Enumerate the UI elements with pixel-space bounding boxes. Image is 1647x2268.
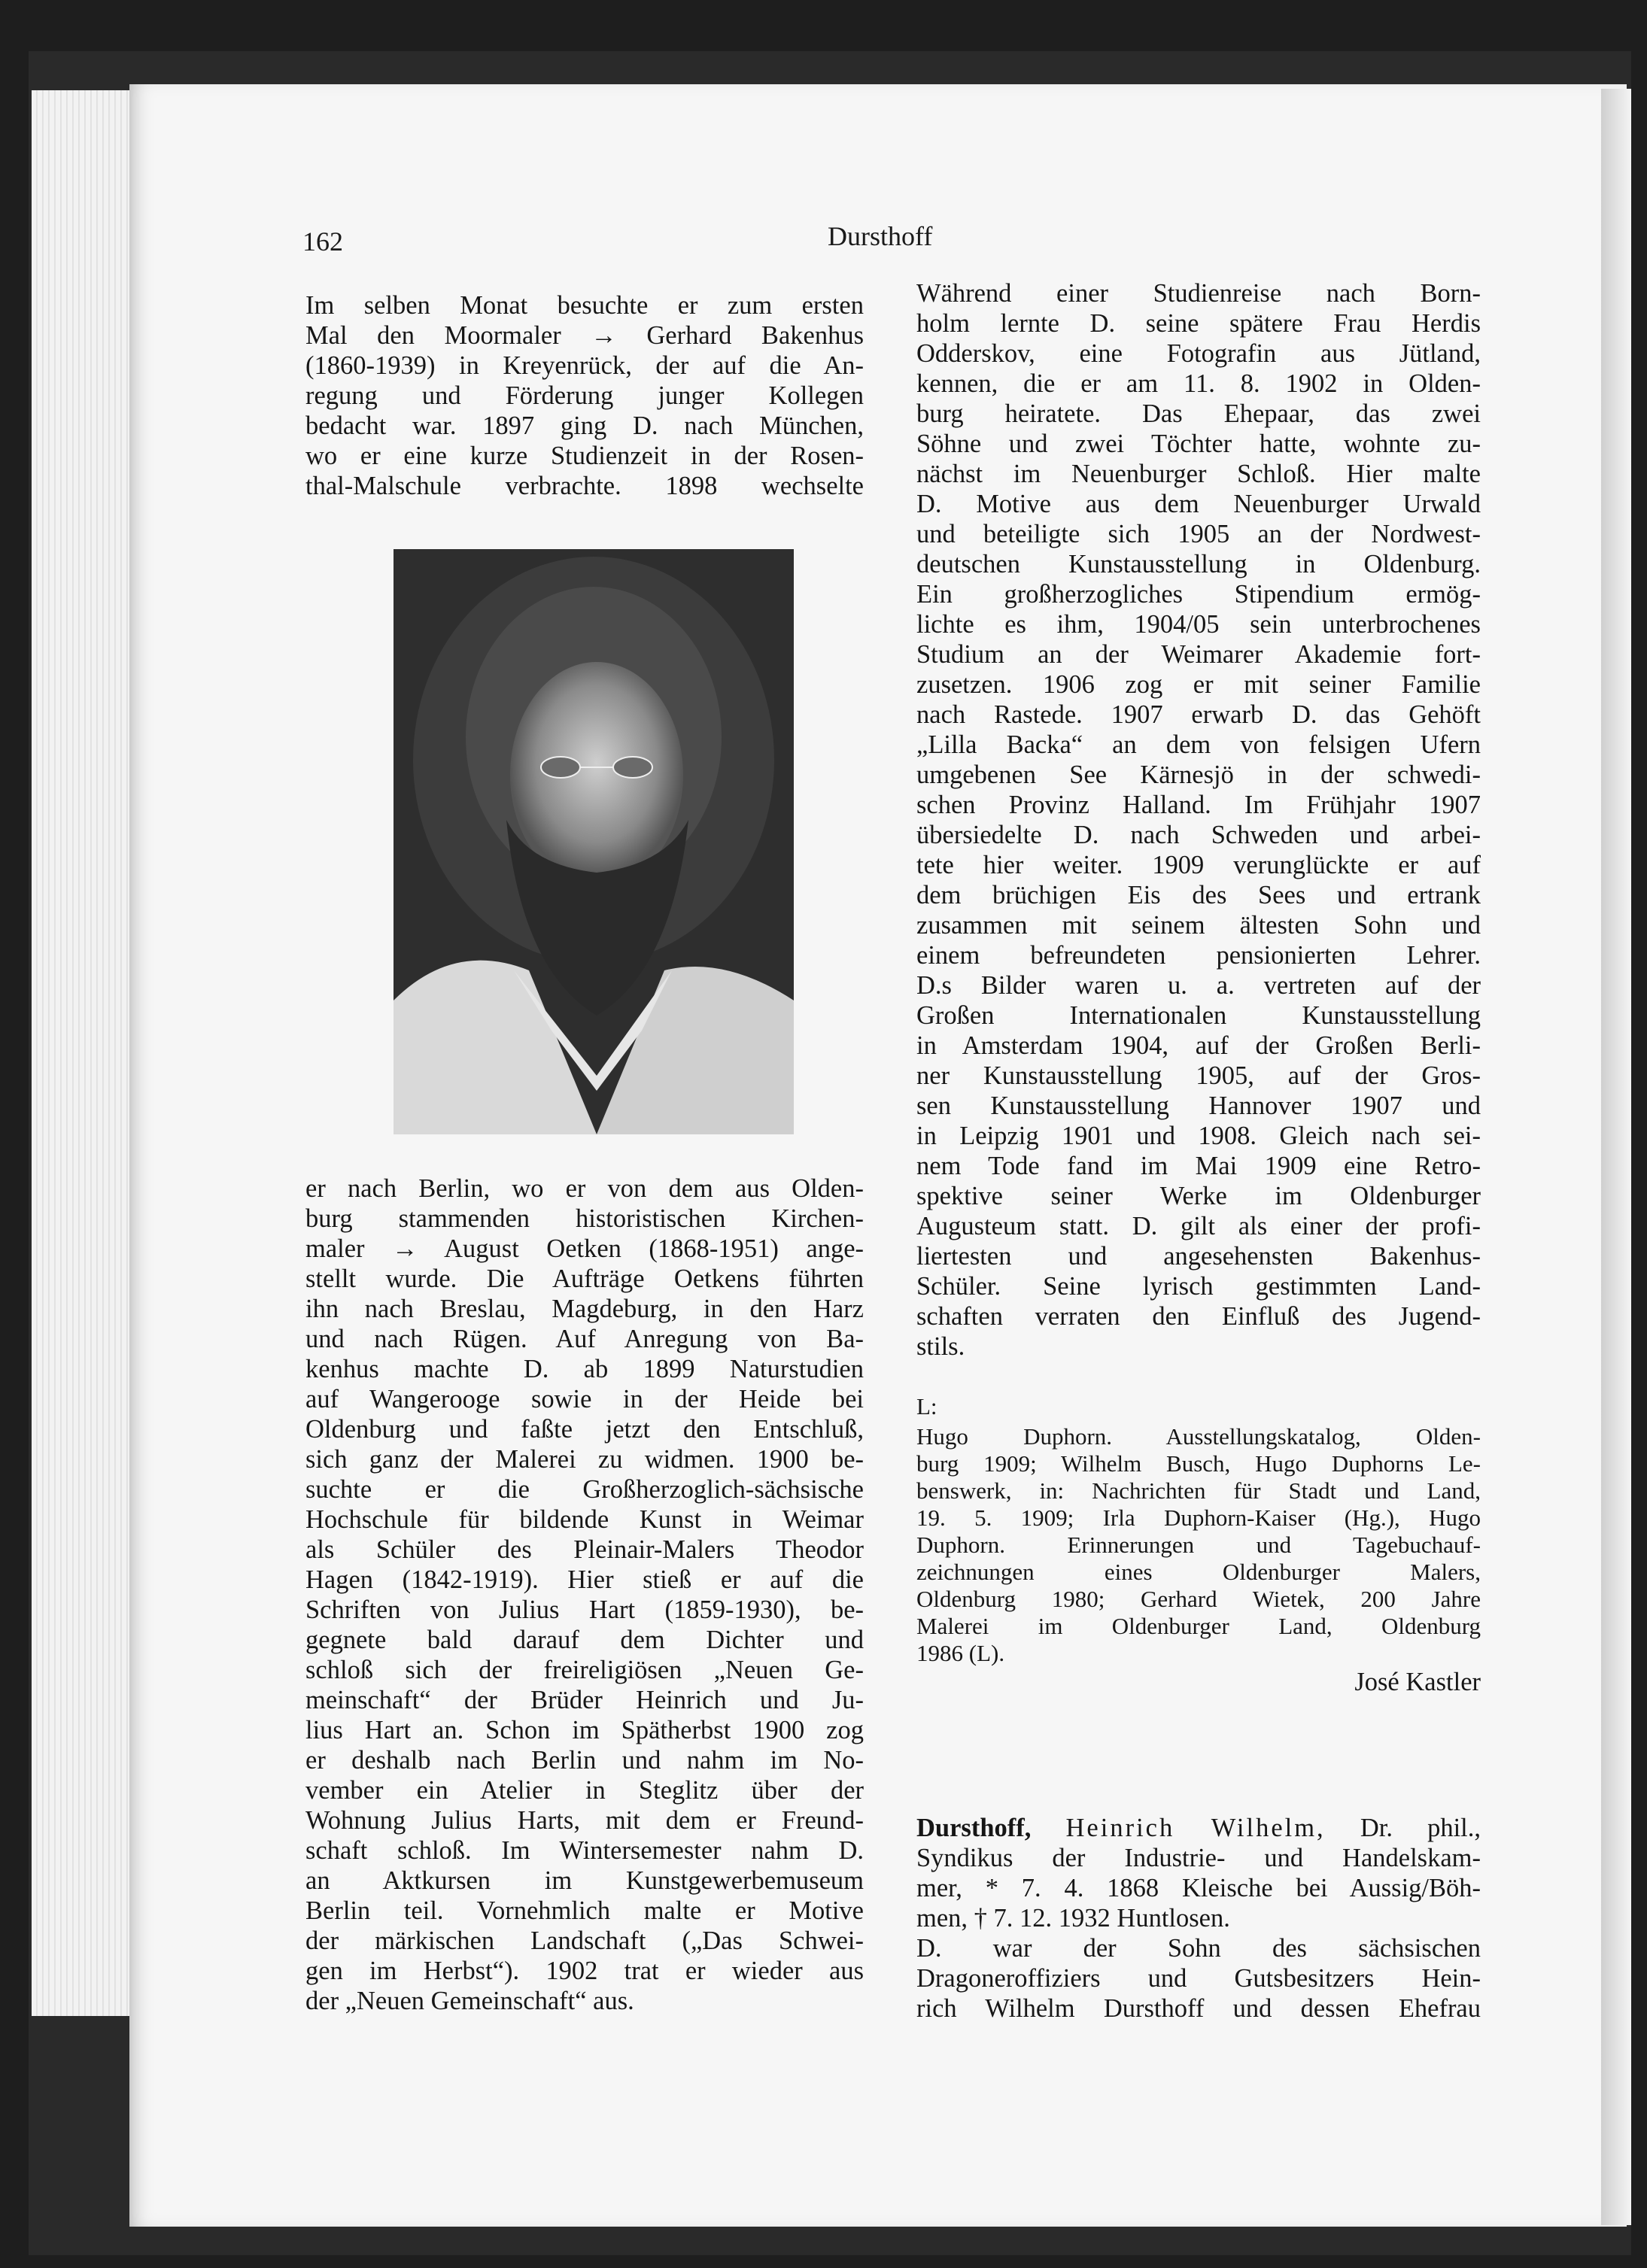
text-line: schen Provinz Halland. Im Frühjahr 1907 — [916, 791, 1481, 819]
text-line: Dragoneroffiziers und Gutsbesitzers Hein- — [916, 1964, 1481, 1993]
literature-label: L: — [916, 1393, 937, 1419]
text-line: lichte es ihm, 1904/05 sein unterbrochenes — [916, 610, 1481, 639]
text-line: der märkischen Landschaft („Das Schwei- — [305, 1926, 864, 1955]
text-line: der „Neuen Gemeinschaft“ aus. — [305, 1987, 634, 2015]
literature-line: benswerk, in: Nachrichten für Stadt und Land, — [916, 1477, 1481, 1504]
text-line: spektive seiner Werke im Oldenburger — [916, 1182, 1481, 1210]
text-line: gegnete bald darauf dem Dichter und — [305, 1626, 864, 1654]
page-number: 162 — [302, 226, 343, 257]
text-line: Augusteum statt. D. gilt als einer der profi- — [916, 1212, 1481, 1240]
next-page-edge — [1601, 89, 1631, 2225]
text-line: Wohnung Julius Harts, mit dem er Freund- — [305, 1806, 864, 1835]
text-line: nächst im Neuenburger Schloß. Hier malte — [916, 460, 1481, 488]
text-line: schloß sich der freireligiösen „Neuen Ge- — [305, 1656, 864, 1684]
text-line: Ein großherzogliches Stipendium ermög- — [916, 580, 1481, 609]
text-line: schaften verraten den Einfluß des Jugend- — [916, 1302, 1481, 1331]
text-line: Syndikus der Industrie- und Handelskam- — [916, 1844, 1481, 1872]
text-line: Im selben Monat besuchte er zum ersten — [305, 291, 864, 320]
text-line: ihn nach Breslau, Magdeburg, in den Harz — [305, 1295, 864, 1323]
text-line: thal-Malschule verbrachte. 1898 wechselte — [305, 472, 864, 500]
literature-line: Hugo Duphorn. Ausstellungskatalog, Olden- — [916, 1423, 1481, 1450]
text-line: sen Kunstausstellung Hannover 1907 und — [916, 1091, 1481, 1120]
literature-line: Duphorn. Erinnerungen und Tagebuchauf- — [916, 1532, 1481, 1558]
text-line: Hagen (1842-1919). Hier stieß er auf die — [305, 1565, 864, 1594]
text-line: men, † 7. 12. 1932 Huntlosen. — [916, 1904, 1230, 1933]
text-line: übersiedelte D. nach Schweden und arbei- — [916, 821, 1481, 849]
literature-line: Malerei im Oldenburger Land, Oldenburg — [916, 1613, 1481, 1639]
text-line: holm lernte D. seine spätere Frau Herdis — [916, 309, 1481, 338]
literature-line: 1986 (L). — [916, 1640, 1005, 1666]
text-line: Studium an der Weimarer Akademie fort- — [916, 640, 1481, 669]
text-line: (1860-1939) in Kreyenrück, der auf die An- — [305, 351, 864, 380]
portrait-drawing — [394, 549, 794, 1134]
text-line: kennen, die er am 11. 8. 1902 in Olden- — [916, 369, 1481, 398]
literature-line: zeichnungen eines Oldenburger Malers, — [916, 1559, 1481, 1585]
text-line: stellt wurde. Die Aufträge Oetkens führten — [305, 1265, 864, 1293]
text-line: Während einer Studienreise nach Born- — [916, 279, 1481, 308]
text-line: umgebenen See Kärnesjö in der schwedi- — [916, 761, 1481, 789]
text-line: meinschaft“ der Brüder Heinrich und Ju- — [305, 1686, 864, 1714]
literature-line: burg 1909; Wilhelm Busch, Hugo Duphorns Le- — [916, 1450, 1481, 1477]
text-line: zusetzen. 1906 zog er mit seiner Familie — [916, 670, 1481, 699]
running-head: Dursthoff — [828, 221, 933, 251]
text-line: wo er eine kurze Studienzeit in der Rosen- — [305, 442, 864, 470]
text-line: schaft schloß. Im Wintersemester nahm D. — [305, 1836, 864, 1865]
text-line: D. war der Sohn des sächsischen — [916, 1934, 1481, 1963]
text-line: tete hier weiter. 1909 verunglückte er auf — [916, 851, 1481, 879]
text-line: „Lilla Backa“ an dem von felsigen Ufern — [916, 730, 1481, 759]
text-line: stils. — [916, 1332, 965, 1361]
entry-title: Dr. phil., — [1360, 1814, 1481, 1842]
text-line: ner Kunstausstellung 1905, auf der Gros- — [916, 1061, 1481, 1090]
text-line: mer, * 7. 4. 1868 Kleische bei Aussig/Böh- — [916, 1874, 1481, 1902]
text-line: er deshalb nach Berlin und nahm im No- — [305, 1746, 864, 1775]
text-line: und nach Rügen. Auf Anregung von Ba- — [305, 1325, 864, 1353]
text-line: kenhus machte D. ab 1899 Naturstudien — [305, 1355, 864, 1383]
literature-line: 19. 5. 1909; Irla Duphorn-Kaiser (Hg.), Hugo — [916, 1504, 1481, 1531]
entry-heading — [916, 1813, 1481, 1843]
text-line: und beteiligte sich 1905 an der Nordwest- — [916, 520, 1481, 548]
text-line: nem Tode fand im Mai 1909 eine Retro- — [916, 1152, 1481, 1180]
text-line: als Schüler des Pleinair-Malers Theodor — [305, 1535, 864, 1564]
text-line: zusammen mit seinem ältesten Sohn und — [916, 911, 1481, 940]
text-line: er nach Berlin, wo er von dem aus Olden- — [305, 1174, 864, 1203]
text-line: maler → August Oetken (1868-1951) ange- — [305, 1234, 864, 1263]
text-line: suchte er die Großherzoglich-sächsische — [305, 1475, 864, 1504]
text-line: Schüler. Seine lyrisch gestimmten Land- — [916, 1272, 1481, 1301]
text-line: sich ganz der Malerei zu widmen. 1900 be- — [305, 1445, 864, 1474]
text-line: Hochschule für bildende Kunst in Weimar — [305, 1505, 864, 1534]
author-signature: José Kastler — [1354, 1668, 1481, 1696]
text-line: regung und Förderung junger Kollegen — [305, 381, 864, 410]
portrait-photo — [394, 549, 794, 1134]
text-line: vember ein Atelier in Steglitz über der — [305, 1776, 864, 1805]
text-line: Odderskov, eine Fotografin aus Jütland, — [916, 339, 1481, 368]
text-line: deutschen Kunstausstellung in Oldenburg. — [916, 550, 1481, 578]
entry-given-names: Heinrich Wilhelm, — [1065, 1814, 1326, 1842]
entry-surname: Dursthoff, — [916, 1814, 1032, 1842]
text-line: in Leipzig 1901 und 1908. Gleich nach sei- — [916, 1122, 1481, 1150]
text-line: Mal den Moormaler → Gerhard Bakenhus — [305, 321, 864, 350]
text-line: nach Rastede. 1907 erwarb D. das Gehöft — [916, 700, 1481, 729]
text-line: Schriften von Julius Hart (1859-1930), be- — [305, 1595, 864, 1624]
text-line: D.s Bilder waren u. a. vertreten auf der — [916, 971, 1481, 1000]
text-line: lius Hart an. Schon im Spätherbst 1900 zog — [305, 1716, 864, 1744]
text-line: dem brüchigen Eis des Sees und ertrank — [916, 881, 1481, 909]
text-line: einem befreundeten pensionierten Lehrer. — [916, 941, 1481, 970]
text-line: rich Wilhelm Dursthoff und dessen Ehefrau — [916, 1994, 1481, 2023]
text-line: Oldenburg und faßte jetzt den Entschluß, — [305, 1415, 864, 1444]
text-line: burg heiratete. Das Ehepaar, das zwei — [916, 399, 1481, 428]
text-line: Söhne und zwei Töchter hatte, wohnte zu- — [916, 430, 1481, 458]
page-edges — [32, 90, 137, 2016]
text-line: burg stammenden historistischen Kirchen- — [305, 1204, 864, 1233]
text-line: an Aktkursen im Kunstgewerbemuseum — [305, 1866, 864, 1895]
text-line: auf Wangerooge sowie in der Heide bei — [305, 1385, 864, 1413]
text-line: in Amsterdam 1904, auf der Großen Berli- — [916, 1031, 1481, 1060]
text-line: Großen Internationalen Kunstausstellung — [916, 1001, 1481, 1030]
text-line: bedacht war. 1897 ging D. nach München, — [305, 411, 864, 440]
literature-line: Oldenburg 1980; Gerhard Wietek, 200 Jahre — [916, 1586, 1481, 1612]
text-line: D. Motive aus dem Neuenburger Urwald — [916, 490, 1481, 518]
text-line: gen im Herbst“). 1902 trat er wieder aus — [305, 1957, 864, 1985]
text-line: Berlin teil. Vornehmlich malte er Motive — [305, 1896, 864, 1925]
text-line: liertesten und angesehensten Bakenhus- — [916, 1242, 1481, 1271]
